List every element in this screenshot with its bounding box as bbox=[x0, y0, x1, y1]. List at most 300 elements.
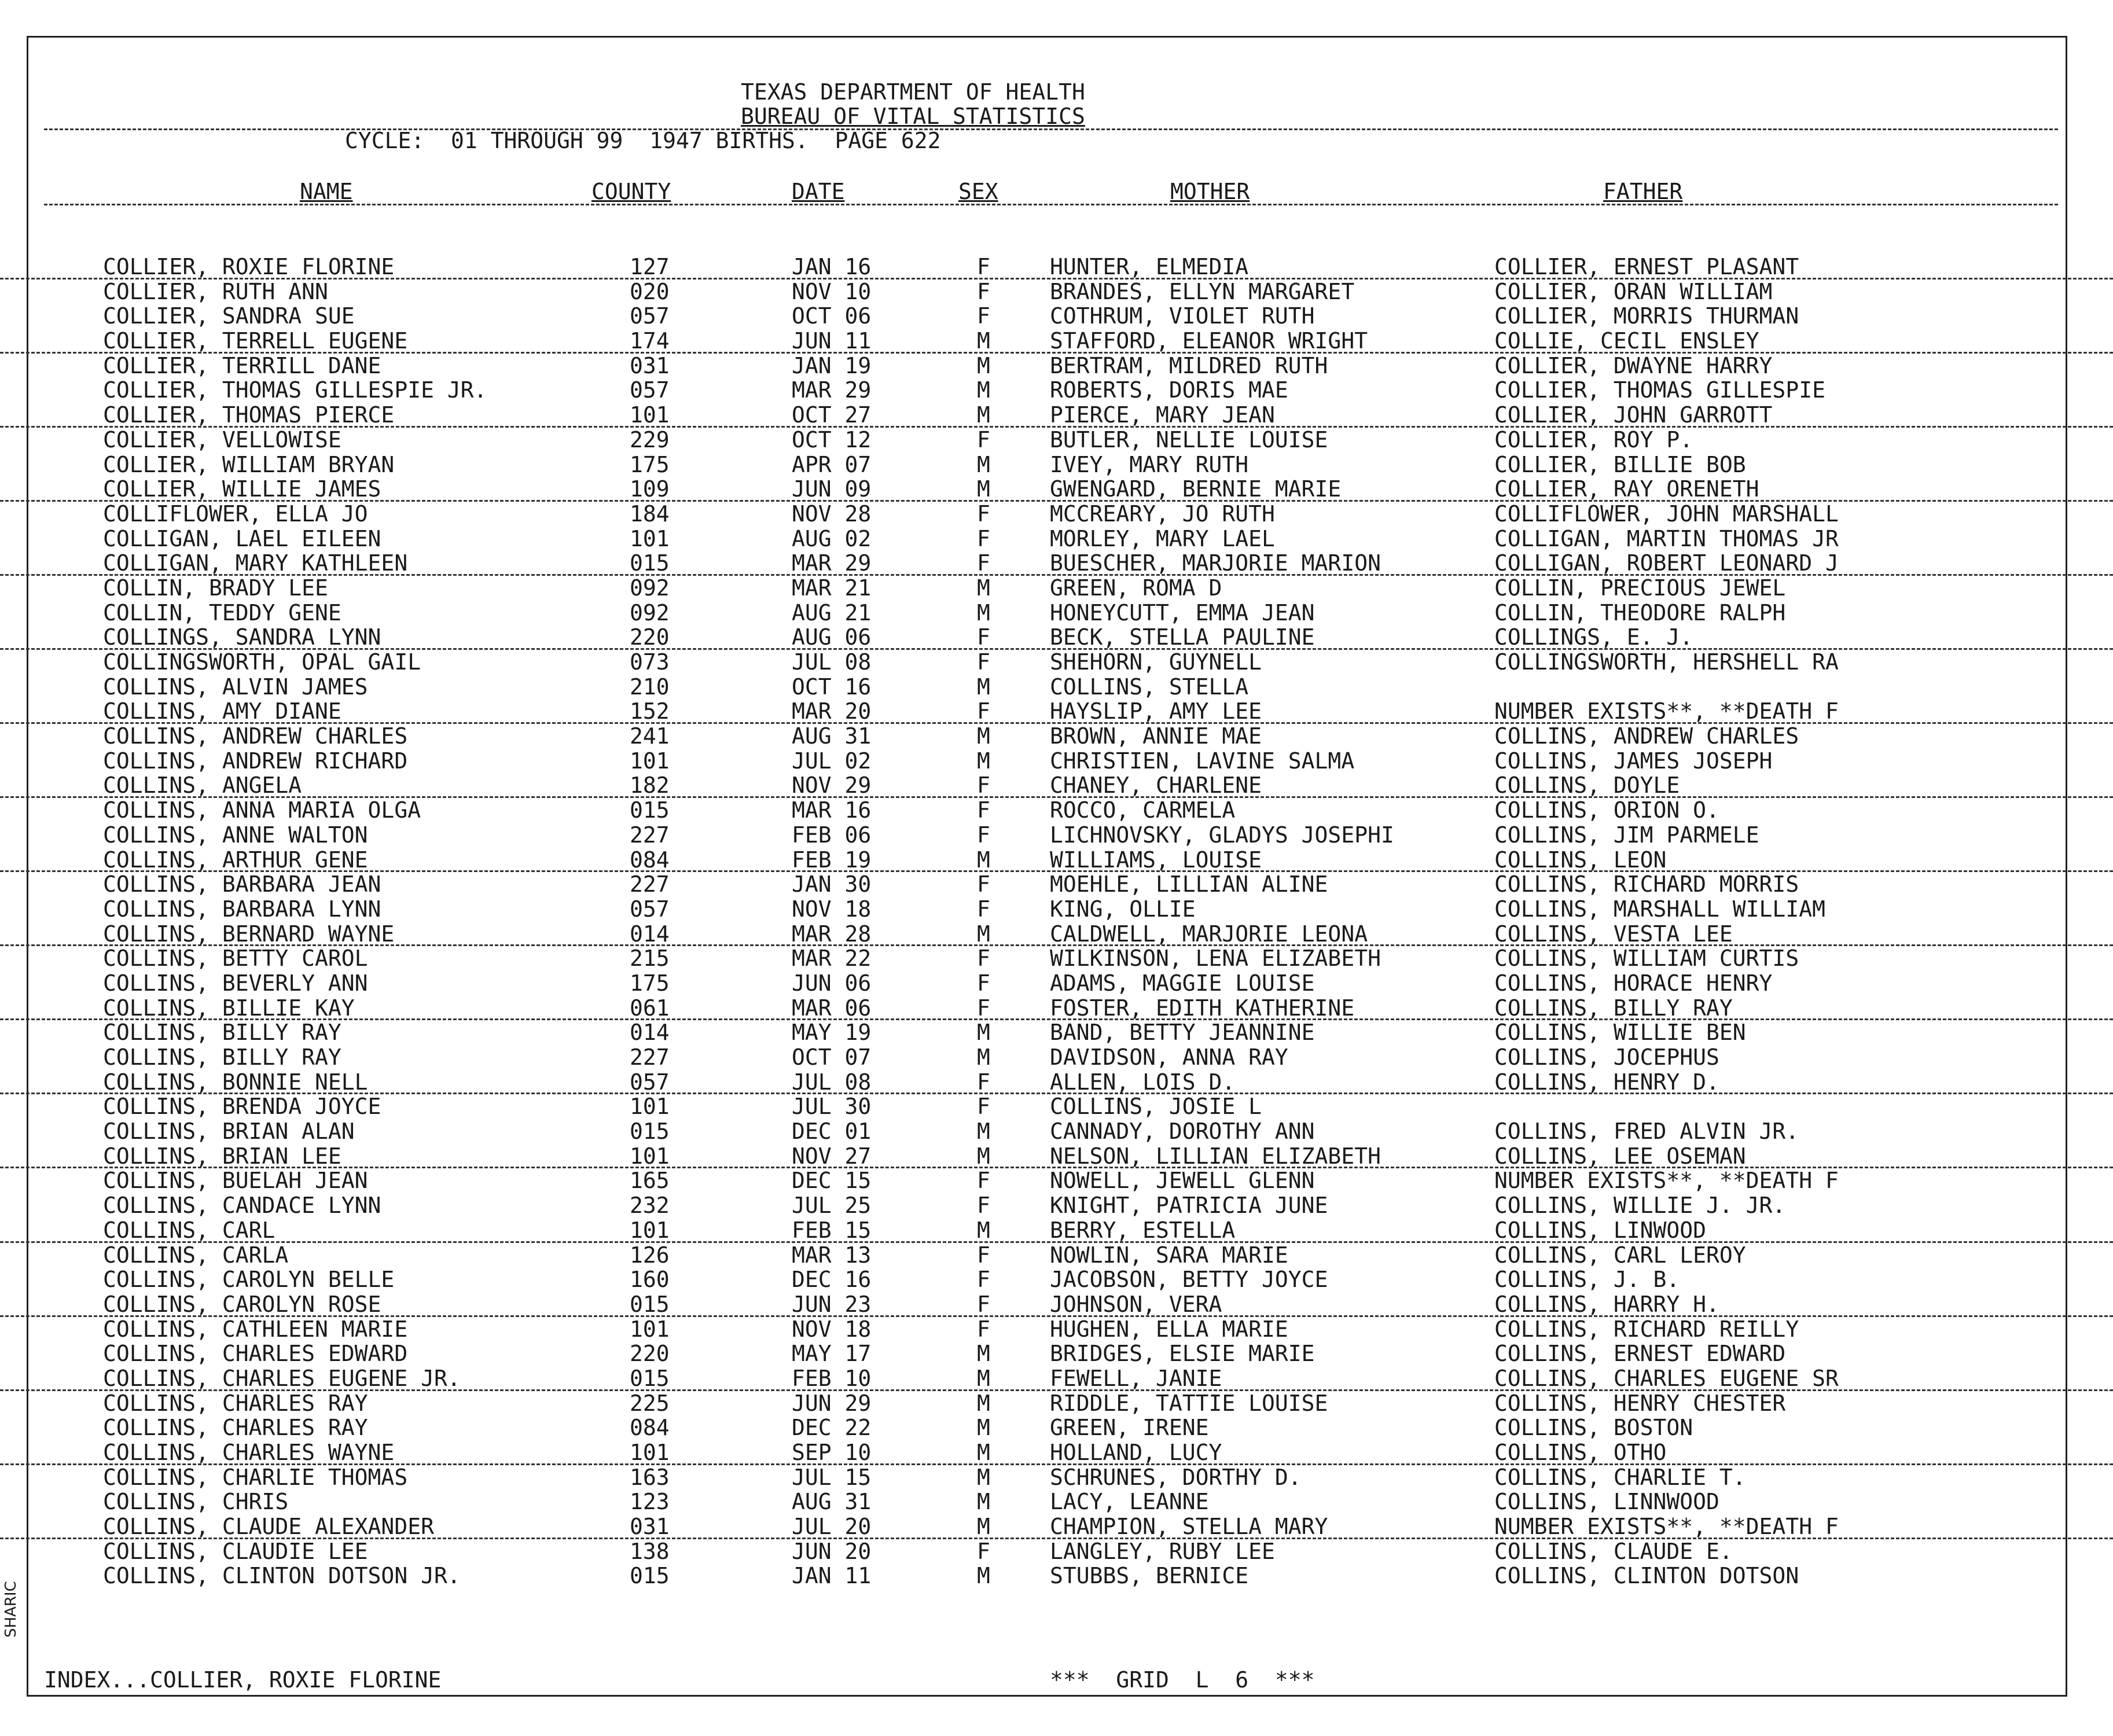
cell-date: OCT 27 bbox=[792, 402, 872, 428]
cell-county: 138 bbox=[630, 1538, 670, 1564]
cell-sex: M bbox=[977, 476, 990, 502]
cell-sex: M bbox=[977, 1365, 990, 1391]
cell-father: COLLIER, ROY P. bbox=[1494, 426, 1693, 453]
cell-name: COLLINS, BILLIE KAY bbox=[103, 995, 355, 1021]
cell-date: JAN 19 bbox=[792, 352, 872, 378]
cell-county: 015 bbox=[630, 1563, 670, 1589]
cell-mother: CHRISTIEN, LAVINE SALMA bbox=[1050, 748, 1355, 774]
cell-mother: BRANDES, ELLYN MARGARET bbox=[1050, 278, 1355, 304]
cell-mother: NELSON, LILLIAN ELIZABETH bbox=[1050, 1143, 1381, 1169]
table-row bbox=[0, 1489, 2113, 1514]
cell-father: COLLINS, BILLY RAY bbox=[1494, 995, 1733, 1021]
cell-mother: RIDDLE, TATTIE LOUISE bbox=[1050, 1390, 1328, 1416]
cell-father: COLLINS, CHARLES EUGENE SR bbox=[1494, 1365, 1839, 1391]
cell-date: DEC 01 bbox=[792, 1119, 872, 1145]
cell-sex: F bbox=[977, 1242, 990, 1268]
cell-date: SEP 10 bbox=[792, 1440, 872, 1465]
table-row bbox=[0, 848, 2113, 873]
cell-name: COLLINGSWORTH, OPAL GAIL bbox=[103, 649, 421, 675]
cell-county: 101 bbox=[630, 402, 670, 428]
cell-name: COLLINS, CATHLEEN MARIE bbox=[103, 1316, 408, 1342]
cell-mother: STAFFORD, ELEANOR WRIGHT bbox=[1050, 328, 1368, 354]
cell-name: COLLIER, WILLIAM BRYAN bbox=[103, 451, 395, 477]
cell-mother: CHAMPION, STELLA MARY bbox=[1050, 1514, 1328, 1540]
cell-sex: F bbox=[977, 278, 990, 304]
cell-date: JAN 11 bbox=[792, 1563, 872, 1589]
cell-name: COLLINS, CARL bbox=[103, 1217, 275, 1243]
table-row bbox=[0, 650, 2113, 675]
cell-date: MAR 06 bbox=[792, 995, 872, 1021]
cell-county: 175 bbox=[630, 451, 670, 477]
department-title: TEXAS DEPARTMENT OF HEALTH bbox=[741, 79, 1085, 105]
table-row bbox=[0, 1391, 2113, 1416]
cell-father: COLLINS, ERNEST EDWARD bbox=[1494, 1341, 1786, 1367]
grid-footer: *** GRID L 6 *** bbox=[1050, 1667, 1315, 1693]
table-row bbox=[0, 996, 2113, 1021]
cell-name: COLLIFLOWER, ELLA JO bbox=[103, 501, 368, 527]
cell-date: MAR 13 bbox=[792, 1242, 872, 1268]
table-row bbox=[0, 1070, 2113, 1095]
cell-mother: ROBERTS, DORIS MAE bbox=[1050, 377, 1288, 403]
cell-sex: F bbox=[977, 1267, 990, 1293]
cell-county: 215 bbox=[630, 946, 670, 972]
cell-sex: F bbox=[977, 970, 990, 996]
cell-father: COLLINS, CARL LEROY bbox=[1494, 1242, 1746, 1268]
table-row bbox=[0, 1514, 2113, 1539]
cell-date: AUG 06 bbox=[792, 624, 872, 650]
table-row bbox=[0, 1168, 2113, 1193]
cell-name: COLLINS, AMY DIANE bbox=[103, 698, 341, 724]
table-row bbox=[0, 1341, 2113, 1366]
cell-county: 014 bbox=[630, 1020, 670, 1046]
cell-sex: M bbox=[977, 748, 990, 774]
cell-county: 174 bbox=[630, 328, 670, 354]
cell-name: COLLINS, BILLY RAY bbox=[103, 1044, 341, 1070]
cell-sex: F bbox=[977, 896, 990, 922]
cell-father: COLLIER, DWAYNE HARRY bbox=[1494, 352, 1773, 378]
cell-name: COLLINS, ANDREW CHARLES bbox=[103, 723, 408, 749]
table-row bbox=[0, 1045, 2113, 1070]
cell-mother: CHANEY, CHARLENE bbox=[1050, 773, 1262, 799]
cell-date: JUL 08 bbox=[792, 1069, 872, 1095]
cell-county: 229 bbox=[630, 426, 670, 453]
cell-county: 092 bbox=[630, 575, 670, 601]
cell-name: COLLINS, BERNARD WAYNE bbox=[103, 921, 395, 947]
cell-name: COLLIER, ROXIE FLORINE bbox=[103, 254, 395, 279]
cell-name: COLLIN, BRADY LEE bbox=[103, 575, 328, 601]
cell-father: NUMBER EXISTS**, **DEATH F bbox=[1494, 698, 1839, 724]
cell-name: COLLINS, ALVIN JAMES bbox=[103, 674, 368, 700]
cell-name: COLLINS, CLINTON DOTSON JR. bbox=[103, 1563, 461, 1589]
cell-sex: F bbox=[977, 1538, 990, 1564]
cell-mother: MORLEY, MARY LAEL bbox=[1050, 525, 1275, 551]
cell-name: COLLINGS, SANDRA LYNN bbox=[103, 624, 381, 650]
cell-county: 241 bbox=[630, 723, 670, 749]
cell-father: COLLINS, WILLIAM CURTIS bbox=[1494, 946, 1799, 972]
cell-mother: BUTLER, NELLIE LOUISE bbox=[1050, 426, 1328, 453]
cell-name: COLLIGAN, MARY KATHLEEN bbox=[103, 550, 408, 576]
column-header-date: DATE bbox=[792, 179, 845, 204]
cell-county: 015 bbox=[630, 1119, 670, 1145]
cell-name: COLLINS, CARLA bbox=[103, 1242, 289, 1268]
cell-mother: BERTRAM, MILDRED RUTH bbox=[1050, 352, 1328, 378]
cell-county: 101 bbox=[630, 748, 670, 774]
cell-sex: M bbox=[977, 1489, 990, 1515]
records-list bbox=[0, 255, 2113, 1588]
cell-date: MAR 21 bbox=[792, 575, 872, 601]
table-row bbox=[0, 354, 2113, 378]
cell-county: 175 bbox=[630, 970, 670, 996]
cell-mother: JACOBSON, BETTY JOYCE bbox=[1050, 1267, 1328, 1293]
cell-date: OCT 07 bbox=[792, 1044, 872, 1070]
table-row bbox=[0, 601, 2113, 626]
column-header-sex: SEX bbox=[958, 179, 998, 204]
cell-father: COLLIER, ERNEST PLASANT bbox=[1494, 254, 1799, 279]
table-row bbox=[0, 724, 2113, 749]
table-row bbox=[0, 699, 2113, 724]
cell-name: COLLINS, BARBARA JEAN bbox=[103, 871, 381, 898]
cell-date: JAN 30 bbox=[792, 871, 872, 898]
cell-mother: STUBBS, BERNICE bbox=[1050, 1563, 1249, 1589]
cell-mother: DAVIDSON, ANNA RAY bbox=[1050, 1044, 1288, 1070]
cell-father: COLLINS, JOCEPHUS bbox=[1494, 1044, 1719, 1070]
cell-father: COLLINS, FRED ALVIN JR. bbox=[1494, 1119, 1799, 1145]
cell-mother: SCHRUNES, DORTHY D. bbox=[1050, 1464, 1302, 1490]
table-row bbox=[0, 675, 2113, 700]
cell-name: COLLINS, CHARLES RAY bbox=[103, 1390, 368, 1416]
cell-name: COLLINS, CHARLES RAY bbox=[103, 1415, 368, 1441]
cell-name: COLLINS, ARTHUR GENE bbox=[103, 847, 368, 873]
cell-sex: F bbox=[977, 501, 990, 527]
cell-father: COLLINS, WILLIE J. JR. bbox=[1494, 1193, 1786, 1219]
cell-date: JUN 23 bbox=[792, 1291, 872, 1317]
cell-father: COLLIER, MORRIS THURMAN bbox=[1494, 303, 1799, 329]
cell-county: 182 bbox=[630, 773, 670, 799]
cell-date: APR 07 bbox=[792, 451, 872, 477]
cell-father: COLLIER, THOMAS GILLESPIE bbox=[1494, 377, 1825, 403]
cell-mother: MCCREARY, JO RUTH bbox=[1050, 501, 1275, 527]
cell-father: COLLINS, CHARLIE T. bbox=[1494, 1464, 1746, 1490]
cell-mother: MOEHLE, LILLIAN ALINE bbox=[1050, 871, 1328, 898]
cell-date: FEB 06 bbox=[792, 822, 872, 848]
cell-name: COLLINS, CHARLES WAYNE bbox=[103, 1440, 395, 1465]
cell-sex: M bbox=[977, 723, 990, 749]
cell-mother: IVEY, MARY RUTH bbox=[1050, 451, 1249, 477]
table-row bbox=[0, 823, 2113, 848]
cell-name: COLLINS, BRENDA JOYCE bbox=[103, 1094, 381, 1120]
cycle-line: CYCLE: 01 THROUGH 99 1947 BIRTHS. PAGE 622 bbox=[345, 128, 941, 153]
cell-name: COLLIGAN, LAEL EILEEN bbox=[103, 525, 381, 551]
column-header-mother: MOTHER bbox=[1170, 179, 1250, 204]
table-row bbox=[0, 872, 2113, 897]
cell-date: DEC 22 bbox=[792, 1415, 872, 1441]
cell-sex: M bbox=[977, 1390, 990, 1416]
cell-name: COLLINS, CLAUDIE LEE bbox=[103, 1538, 368, 1564]
cell-sex: M bbox=[977, 1563, 990, 1589]
cell-county: 101 bbox=[630, 1143, 670, 1169]
column-header-name: NAME bbox=[300, 179, 353, 204]
cell-sex: M bbox=[977, 674, 990, 700]
cell-county: 227 bbox=[630, 871, 670, 898]
cell-mother: JOHNSON, VERA bbox=[1050, 1291, 1222, 1317]
cell-father: COLLIER, RAY ORENETH bbox=[1494, 476, 1759, 502]
cell-mother: PIERCE, MARY JEAN bbox=[1050, 402, 1275, 428]
cell-name: COLLINS, BILLY RAY bbox=[103, 1020, 341, 1046]
table-row bbox=[0, 502, 2113, 527]
cell-sex: M bbox=[977, 1341, 990, 1367]
cell-name: COLLIER, THOMAS GILLESPIE JR. bbox=[103, 377, 487, 403]
cell-father: COLLINS, CLINTON DOTSON bbox=[1494, 1563, 1799, 1589]
cell-mother: NOWLIN, SARA MARIE bbox=[1050, 1242, 1288, 1268]
column-header-divider bbox=[44, 204, 2058, 205]
cell-mother: COLLINS, STELLA bbox=[1050, 674, 1249, 700]
cell-sex: M bbox=[977, 575, 990, 601]
cell-name: COLLIER, TERRELL EUGENE bbox=[103, 328, 408, 354]
cell-county: 165 bbox=[630, 1168, 670, 1194]
cell-county: 057 bbox=[630, 377, 670, 403]
cell-date: JUL 20 bbox=[792, 1514, 872, 1540]
cell-father: COLLIER, ORAN WILLIAM bbox=[1494, 278, 1773, 304]
cell-sex: F bbox=[977, 1168, 990, 1194]
cell-sex: F bbox=[977, 550, 990, 576]
cell-mother: ROCCO, CARMELA bbox=[1050, 797, 1236, 823]
cell-date: AUG 31 bbox=[792, 723, 872, 749]
cell-date: JUL 30 bbox=[792, 1094, 872, 1120]
cell-father: COLLINS, CLAUDE E. bbox=[1494, 1538, 1733, 1564]
cell-sex: M bbox=[977, 1217, 990, 1243]
cell-sex: F bbox=[977, 624, 990, 650]
cell-county: 031 bbox=[630, 352, 670, 378]
cell-date: JUN 06 bbox=[792, 970, 872, 996]
cell-father: COLLINS, DOYLE bbox=[1494, 773, 1680, 799]
cell-date: MAY 19 bbox=[792, 1020, 872, 1046]
cell-county: 015 bbox=[630, 1291, 670, 1317]
cell-father: COLLINS, HORACE HENRY bbox=[1494, 970, 1773, 996]
cell-date: MAY 17 bbox=[792, 1341, 872, 1367]
cell-mother: FOSTER, EDITH KATHERINE bbox=[1050, 995, 1355, 1021]
cell-county: 101 bbox=[630, 1316, 670, 1342]
cell-father: COLLINS, RICHARD MORRIS bbox=[1494, 871, 1799, 898]
column-header-county: COUNTY bbox=[591, 179, 671, 204]
cell-name: COLLIER, THOMAS PIERCE bbox=[103, 402, 395, 428]
cell-sex: M bbox=[977, 451, 990, 477]
cell-mother: GREEN, ROMA D bbox=[1050, 575, 1222, 601]
cell-county: 225 bbox=[630, 1390, 670, 1416]
cell-father: NUMBER EXISTS**, **DEATH F bbox=[1494, 1514, 1839, 1540]
cell-father: COLLINS, LEE OSEMAN bbox=[1494, 1143, 1746, 1169]
cell-name: COLLINS, CHRIS bbox=[103, 1489, 289, 1515]
cell-sex: F bbox=[977, 946, 990, 972]
cell-sex: F bbox=[977, 303, 990, 329]
cell-date: MAR 20 bbox=[792, 698, 872, 724]
cell-father: COLLIER, JOHN GARROTT bbox=[1494, 402, 1773, 428]
cell-date: OCT 06 bbox=[792, 303, 872, 329]
cell-county: 014 bbox=[630, 921, 670, 947]
cell-sex: F bbox=[977, 1193, 990, 1219]
cell-sex: M bbox=[977, 1514, 990, 1540]
cell-name: COLLINS, BONNIE NELL bbox=[103, 1069, 368, 1095]
cell-county: 109 bbox=[630, 476, 670, 502]
cell-date: AUG 31 bbox=[792, 1489, 872, 1515]
cell-father: COLLINS, WILLIE BEN bbox=[1494, 1020, 1746, 1046]
cell-county: 163 bbox=[630, 1464, 670, 1490]
cell-sex: F bbox=[977, 254, 990, 279]
table-row bbox=[0, 1366, 2113, 1391]
table-row bbox=[0, 279, 2113, 304]
cell-county: 101 bbox=[630, 1440, 670, 1465]
cell-sex: M bbox=[977, 1440, 990, 1465]
cell-mother: KING, OLLIE bbox=[1050, 896, 1196, 922]
cell-mother: SHEHORN, GUYNELL bbox=[1050, 649, 1262, 675]
cell-mother: BECK, STELLA PAULINE bbox=[1050, 624, 1315, 650]
cell-mother: BAND, BETTY JEANNINE bbox=[1050, 1020, 1315, 1046]
cell-date: JUN 29 bbox=[792, 1390, 872, 1416]
side-label: SHARIC bbox=[2, 1581, 20, 1638]
cell-name: COLLINS, BRIAN ALAN bbox=[103, 1119, 355, 1145]
cell-county: 101 bbox=[630, 525, 670, 551]
cell-mother: CANNADY, DOROTHY ANN bbox=[1050, 1119, 1315, 1145]
cell-name: COLLIER, VELLOWISE bbox=[103, 426, 341, 453]
cell-county: 015 bbox=[630, 797, 670, 823]
table-row bbox=[0, 897, 2113, 922]
cell-father: COLLIGAN, ROBERT LEONARD J bbox=[1494, 550, 1839, 576]
table-row bbox=[0, 304, 2113, 329]
cell-sex: M bbox=[977, 1044, 990, 1070]
cell-father: COLLINS, LINWOOD bbox=[1494, 1217, 1707, 1243]
cell-mother: HUGHEN, ELLA MARIE bbox=[1050, 1316, 1288, 1342]
cell-mother: WILLIAMS, LOUISE bbox=[1050, 847, 1262, 873]
cell-date: MAR 16 bbox=[792, 797, 872, 823]
cell-date: NOV 18 bbox=[792, 1316, 872, 1342]
cell-sex: M bbox=[977, 1464, 990, 1490]
cell-mother: GWENGARD, BERNIE MARIE bbox=[1050, 476, 1342, 502]
cell-name: COLLINS, CANDACE LYNN bbox=[103, 1193, 381, 1219]
cell-mother: BERRY, ESTELLA bbox=[1050, 1217, 1236, 1243]
cell-mother: HUNTER, ELMEDIA bbox=[1050, 254, 1249, 279]
cell-mother: NOWELL, JEWELL GLENN bbox=[1050, 1168, 1315, 1194]
cell-date: OCT 12 bbox=[792, 426, 872, 453]
cell-sex: F bbox=[977, 822, 990, 848]
cell-county: 123 bbox=[630, 1489, 670, 1515]
cell-name: COLLIER, TERRILL DANE bbox=[103, 352, 381, 378]
cell-father: COLLINS, OTHO bbox=[1494, 1440, 1667, 1465]
table-row bbox=[0, 1539, 2113, 1564]
cell-county: 220 bbox=[630, 624, 670, 650]
cell-date: AUG 02 bbox=[792, 525, 872, 551]
cell-father: COLLINS, HENRY CHESTER bbox=[1494, 1390, 1786, 1416]
cell-father: COLLINS, HENRY D. bbox=[1494, 1069, 1719, 1095]
cell-sex: F bbox=[977, 1069, 990, 1095]
cell-name: COLLIER, WILLIE JAMES bbox=[103, 476, 381, 502]
table-row bbox=[0, 1317, 2113, 1342]
cell-father: COLLINS, ORION O. bbox=[1494, 797, 1719, 823]
cell-county: 057 bbox=[630, 896, 670, 922]
cell-father: COLLINS, LEON bbox=[1494, 847, 1667, 873]
cell-mother: COTHRUM, VIOLET RUTH bbox=[1050, 303, 1315, 329]
cell-sex: M bbox=[977, 921, 990, 947]
table-row bbox=[0, 1465, 2113, 1490]
cell-sex: M bbox=[977, 847, 990, 873]
cell-name: COLLINS, CAROLYN BELLE bbox=[103, 1267, 395, 1293]
cell-name: COLLIN, TEDDY GENE bbox=[103, 599, 341, 626]
table-row bbox=[0, 1243, 2113, 1268]
table-row bbox=[0, 798, 2113, 823]
cell-date: JUN 20 bbox=[792, 1538, 872, 1564]
cell-father: COLLINS, JIM PARMELE bbox=[1494, 822, 1759, 848]
index-footer: INDEX...COLLIER, ROXIE FLORINE bbox=[44, 1667, 442, 1693]
cell-name: COLLINS, CLAUDE ALEXANDER bbox=[103, 1514, 434, 1540]
cell-name: COLLINS, CHARLIE THOMAS bbox=[103, 1464, 408, 1490]
cell-county: 073 bbox=[630, 649, 670, 675]
cell-county: 220 bbox=[630, 1341, 670, 1367]
table-row bbox=[0, 1193, 2113, 1218]
table-row bbox=[0, 749, 2113, 774]
cell-sex: M bbox=[977, 402, 990, 428]
cell-mother: ALLEN, LOIS D. bbox=[1050, 1069, 1236, 1095]
cell-sex: F bbox=[977, 525, 990, 551]
cell-sex: F bbox=[977, 1291, 990, 1317]
cell-date: JUL 25 bbox=[792, 1193, 872, 1219]
table-row bbox=[0, 1094, 2113, 1119]
cell-mother: BRIDGES, ELSIE MARIE bbox=[1050, 1341, 1315, 1367]
cell-father: COLLIN, THEODORE RALPH bbox=[1494, 599, 1786, 626]
cell-name: COLLINS, ANDREW RICHARD bbox=[103, 748, 408, 774]
table-row bbox=[0, 1415, 2113, 1440]
cell-mother: HOLLAND, LUCY bbox=[1050, 1440, 1222, 1465]
cell-mother: LANGLEY, RUBY LEE bbox=[1050, 1538, 1275, 1564]
cell-father: COLLINS, MARSHALL WILLIAM bbox=[1494, 896, 1825, 922]
table-row bbox=[0, 1440, 2113, 1465]
cell-county: 092 bbox=[630, 599, 670, 626]
cell-date: MAR 29 bbox=[792, 377, 872, 403]
cell-name: COLLIER, RUTH ANN bbox=[103, 278, 328, 304]
cell-father: COLLIE, CECIL ENSLEY bbox=[1494, 328, 1759, 354]
cell-county: 210 bbox=[630, 674, 670, 700]
cell-mother: BROWN, ANNIE MAE bbox=[1050, 723, 1262, 749]
table-row bbox=[0, 1144, 2113, 1169]
cell-date: MAR 29 bbox=[792, 550, 872, 576]
cell-sex: F bbox=[977, 1094, 990, 1120]
table-row bbox=[0, 971, 2113, 996]
cell-sex: F bbox=[977, 797, 990, 823]
cell-name: COLLINS, ANNE WALTON bbox=[103, 822, 368, 848]
cell-county: 232 bbox=[630, 1193, 670, 1219]
cell-county: 084 bbox=[630, 1415, 670, 1441]
cell-county: 101 bbox=[630, 1094, 670, 1120]
cell-date: AUG 21 bbox=[792, 599, 872, 626]
cell-father: COLLINS, VESTA LEE bbox=[1494, 921, 1733, 947]
cell-sex: F bbox=[977, 1316, 990, 1342]
table-row bbox=[0, 1564, 2113, 1588]
cell-date: NOV 28 bbox=[792, 501, 872, 527]
cell-sex: M bbox=[977, 1119, 990, 1145]
cell-date: NOV 10 bbox=[792, 278, 872, 304]
cell-mother: FEWELL, JANIE bbox=[1050, 1365, 1222, 1391]
cell-name: COLLINS, ANNA MARIA OLGA bbox=[103, 797, 421, 823]
table-row bbox=[0, 1218, 2113, 1243]
cell-date: FEB 19 bbox=[792, 847, 872, 873]
table-row bbox=[0, 773, 2113, 798]
cell-father: COLLINS, HARRY H. bbox=[1494, 1291, 1719, 1317]
cell-county: 020 bbox=[630, 278, 670, 304]
table-row bbox=[0, 551, 2113, 576]
cell-sex: M bbox=[977, 352, 990, 378]
cell-sex: F bbox=[977, 649, 990, 675]
cell-county: 084 bbox=[630, 847, 670, 873]
cell-mother: ADAMS, MAGGIE LOUISE bbox=[1050, 970, 1315, 996]
cell-date: MAR 22 bbox=[792, 946, 872, 972]
table-row bbox=[0, 428, 2113, 453]
